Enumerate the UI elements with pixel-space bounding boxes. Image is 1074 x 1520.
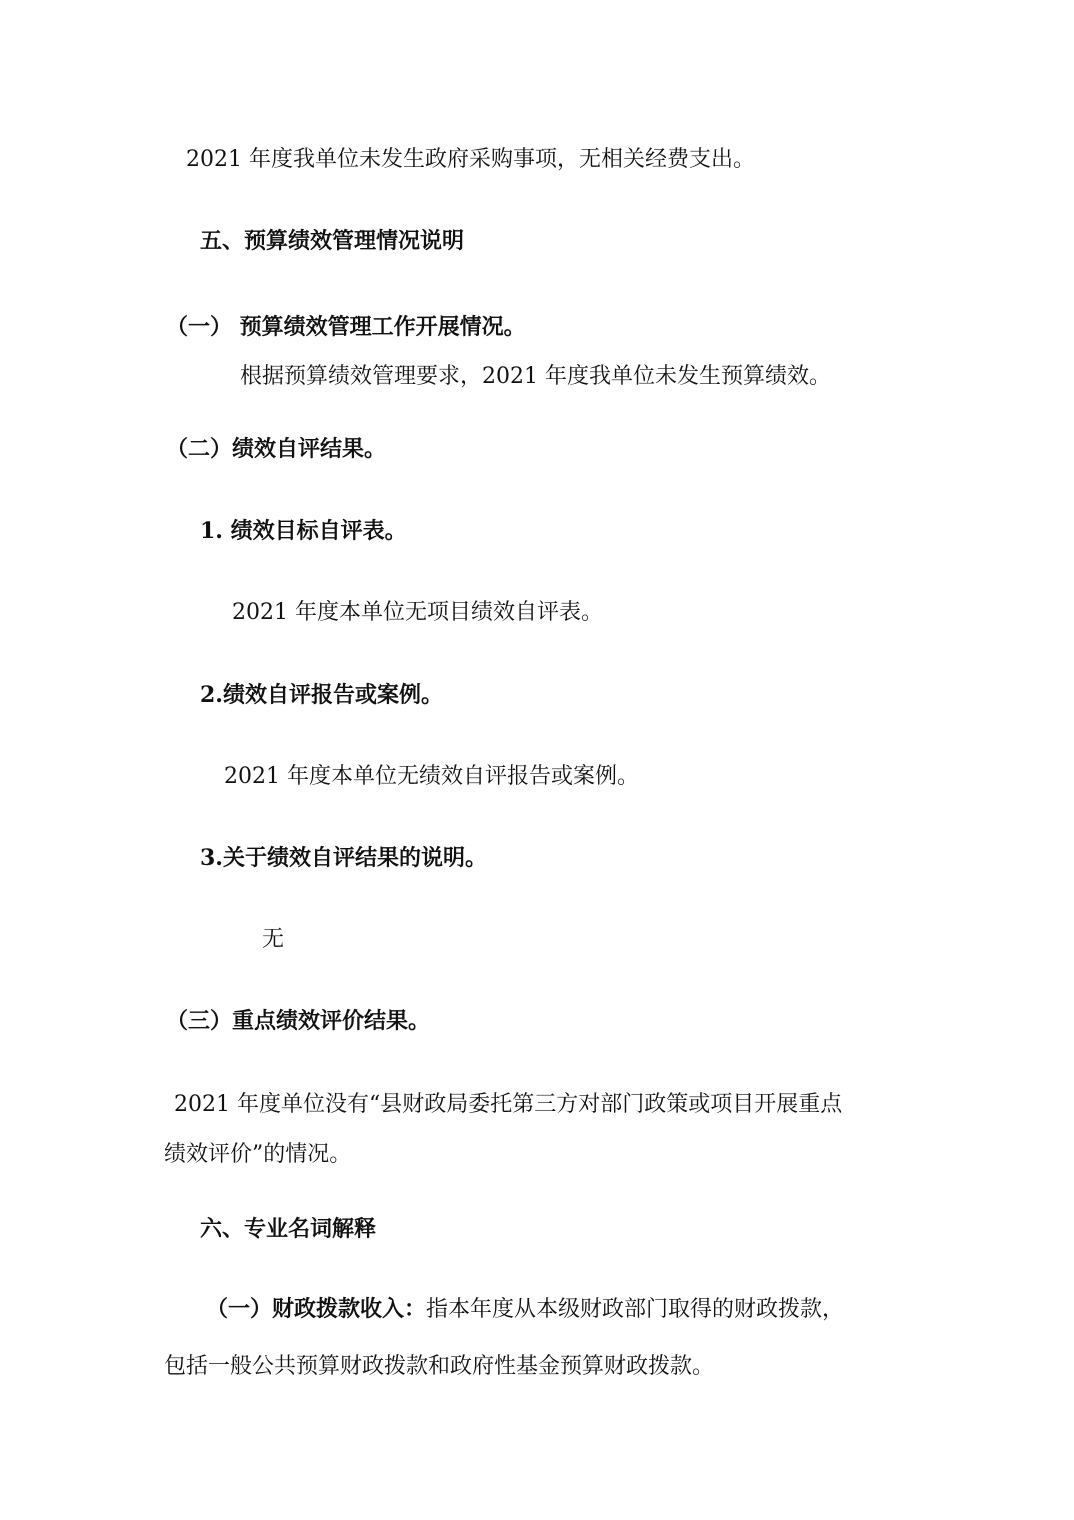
subsection-2-heading: （二）绩效自评结果。 (166, 436, 387, 462)
section-5-heading: 五、预算绩效管理情况说明 (200, 228, 465, 254)
item-2-heading: 2.绩效自评报告或案例。 (200, 682, 443, 708)
item-3-text: 无 (262, 927, 285, 952)
subsection-3-text-line-1: 2021 年度单位没有“县财政局委托第三方对部门政策或项目开展重点 (174, 1092, 843, 1117)
subsection-3-heading: （三）重点绩效评价结果。 (166, 1008, 431, 1034)
subsection-3-text-line-2: 绩效评价”的情况。 (164, 1142, 352, 1167)
procurement-paragraph: 2021 年度我单位未发生政府采购事项，无相关经费支出。 (186, 147, 755, 172)
section-6-heading: 六、专业名词解释 (200, 1216, 377, 1242)
term-1-label: （一）财政拨款收入： (206, 1296, 427, 1322)
term-1-definition: 指本年度从本级财政部门取得的财政拨款， (426, 1297, 845, 1322)
term-1-line-1 (206, 1294, 844, 1325)
subsection-1-heading: （一） 预算绩效管理工作开展情况。 (166, 314, 526, 340)
item-1-text: 2021 年度本单位无项目绩效自评表。 (232, 600, 603, 625)
subsection-1-text: 根据预算绩效管理要求，2021 年度我单位未发生预算绩效。 (240, 364, 831, 389)
item-2-text: 2021 年度本单位无绩效自评报告或案例。 (224, 764, 639, 789)
item-1-heading: 1. 绩效目标自评表。 (200, 518, 407, 544)
term-1-line-2: 包括一般公共预算财政拨款和政府性基金预算财政拨款。 (164, 1354, 715, 1379)
item-3-heading: 3.关于绩效自评结果的说明。 (200, 845, 487, 871)
